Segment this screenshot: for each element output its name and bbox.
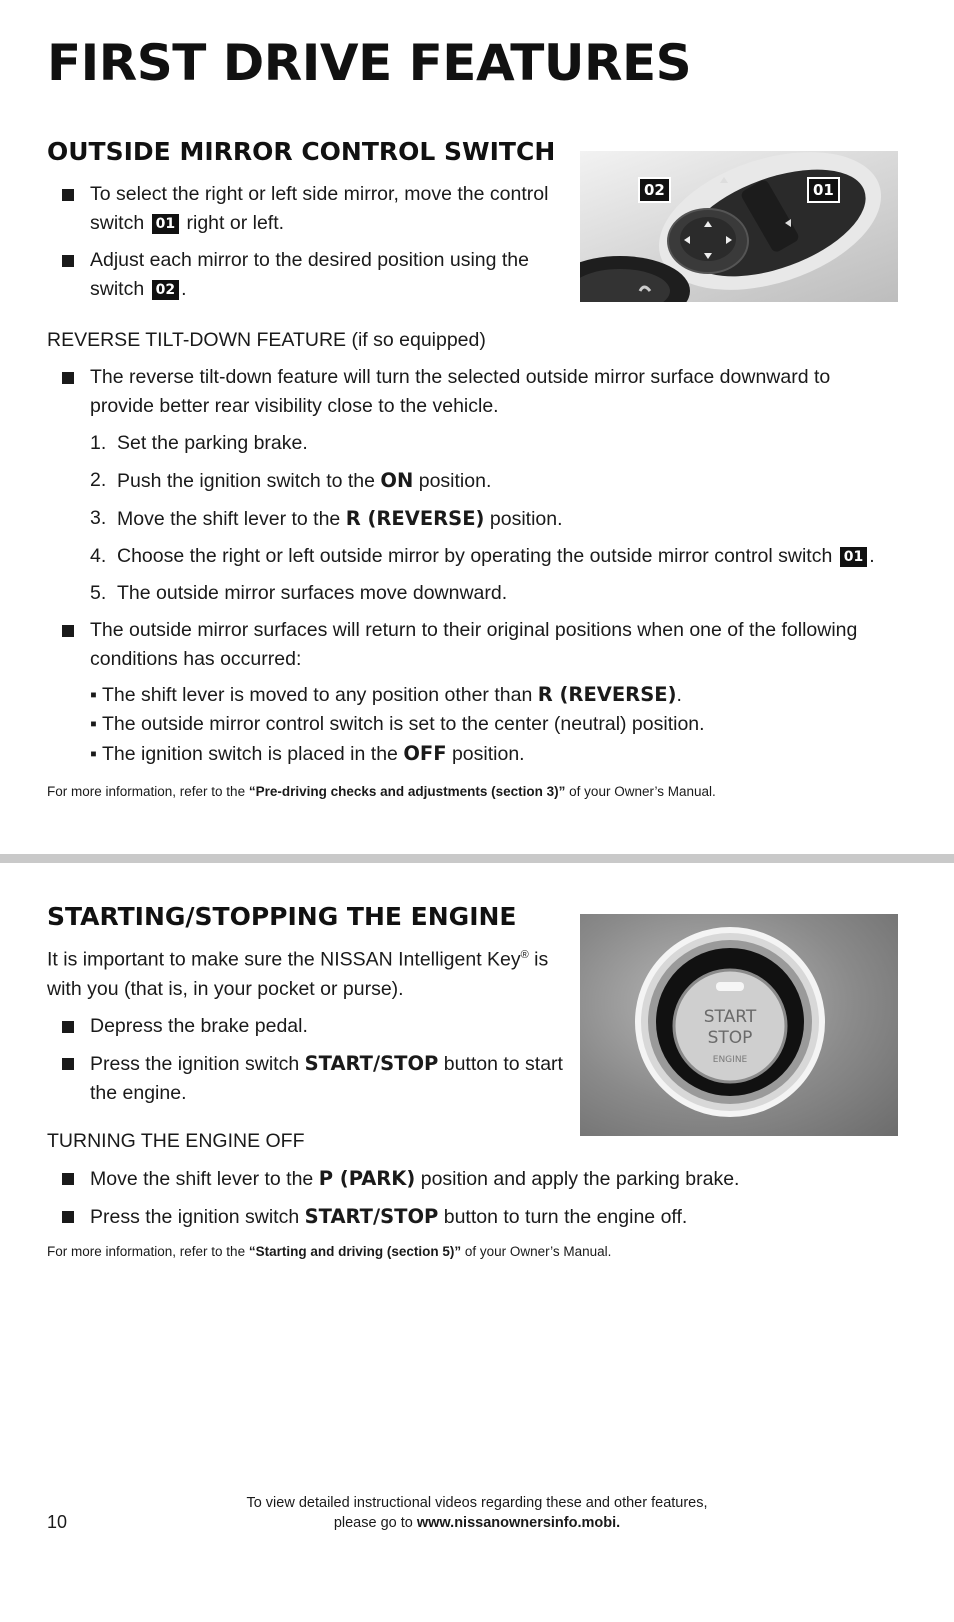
step-item: 2. Push the ignition switch to the ON position. — [90, 469, 492, 492]
condition-item: ▪ The shift lever is moved to any position other than R (REVERSE). — [90, 683, 682, 706]
start-stop-button-illustration — [580, 914, 898, 1136]
callout-badge-02: 02 — [152, 280, 179, 300]
section-divider — [0, 854, 954, 863]
bullet-square-icon — [62, 189, 74, 201]
engine-label: ENGINE — [712, 1055, 748, 1065]
reverse-tilt-down-section — [47, 326, 917, 769]
condition-item: ▪ The outside mirror control switch is set to the center (neutral) position. — [90, 713, 705, 735]
bullet-square-icon — [62, 255, 74, 267]
list-item: Move the shift lever to the P (PARK) position and apply the parking brake. — [47, 1164, 917, 1194]
condition-item: ▪ The ignition switch is placed in the OFF position. — [90, 742, 525, 765]
page-title: FIRST DRIVE FEATURES — [47, 34, 692, 92]
start-stop-button-photo — [580, 914, 898, 1136]
list-item: Depress the brake pedal. — [47, 1012, 577, 1041]
bullet-square-icon — [62, 1058, 74, 1070]
engine-off-heading: TURNING THE ENGINE OFF — [47, 1130, 305, 1152]
mirror-more-info: For more information, refer to the “Pre-driving checks and adjustments (section 3)” of your Owner’s Manual. — [47, 784, 716, 799]
callout-badge-01: 01 — [152, 214, 179, 234]
list-item: Adjust each mirror to the desired position using the switch 02 . — [47, 246, 577, 304]
footer-note-line1: To view detailed instructional videos regarding these and other features, — [246, 1495, 708, 1511]
list-item: To select the right or left side mirror, move the control switch 01 right or left. — [47, 180, 577, 238]
mirror-section-heading: OUTSIDE MIRROR CONTROL SWITCH — [47, 137, 556, 166]
callout-badge-01: 01 — [840, 547, 867, 567]
bullet-square-icon — [62, 1173, 74, 1185]
list-item: The reverse tilt-down feature will turn the selected outside mirror surface downward to provide better rear visibility close to the vehicle. — [47, 363, 917, 421]
mirror-switch-illustration — [580, 151, 898, 302]
step-item: 3. Move the shift lever to the R (REVERSE) position. — [90, 507, 563, 530]
bullet-square-icon — [62, 1211, 74, 1223]
steps-list — [47, 429, 917, 608]
engine-off-section — [47, 1127, 917, 1232]
list-item: Press the ignition switch START/STOP button to turn the engine off. — [47, 1202, 917, 1232]
footer-note-line2: please go to www.nissanownersinfo.mobi. — [333, 1515, 621, 1531]
engine-section-heading: STARTING/STOPPING THE ENGINE — [47, 902, 517, 931]
photo-callout-02: 02 — [638, 177, 671, 203]
step-item: 1. Set the parking brake. — [90, 432, 308, 454]
stop-label: STOP — [707, 1028, 753, 1048]
list-item: The outside mirror surfaces will return to their original positions when one of the following conditions has occurred: — [47, 616, 917, 674]
engine-intro: It is important to make sure the NISSAN Intelligent Key® is with you (that is, in your pocket or purse). Depress the brake pedal. Press the ignition switch START/STOP button to start the engine. — [47, 941, 577, 1108]
list-item: Press the ignition switch START/STOP button to start the engine. — [47, 1049, 577, 1108]
engine-more-info: For more information, refer to the “Starting and driving (section 5)” of your Owner’s Manual. — [47, 1244, 612, 1259]
step-item: 5. The outside mirror surfaces move downward. — [90, 582, 508, 604]
bullet-square-icon — [62, 625, 74, 637]
photo-callout-01: 01 — [807, 177, 840, 203]
step-item: 4. Choose the right or left outside mirror by operating the outside mirror control switch 01 . — [90, 545, 875, 567]
footer-url-link[interactable]: www.nissanownersinfo.mobi. — [416, 1515, 621, 1531]
mirror-bullets — [47, 180, 577, 304]
reverse-tilt-down-heading: REVERSE TILT-DOWN FEATURE (if so equipped) — [47, 329, 486, 351]
page-number: 10 — [47, 1512, 68, 1532]
mirror-switch-photo — [580, 151, 898, 302]
bullet-square-icon — [62, 372, 74, 384]
bullet-square-icon — [62, 1021, 74, 1033]
conditions-list — [47, 680, 917, 769]
start-label: START — [703, 1007, 757, 1027]
